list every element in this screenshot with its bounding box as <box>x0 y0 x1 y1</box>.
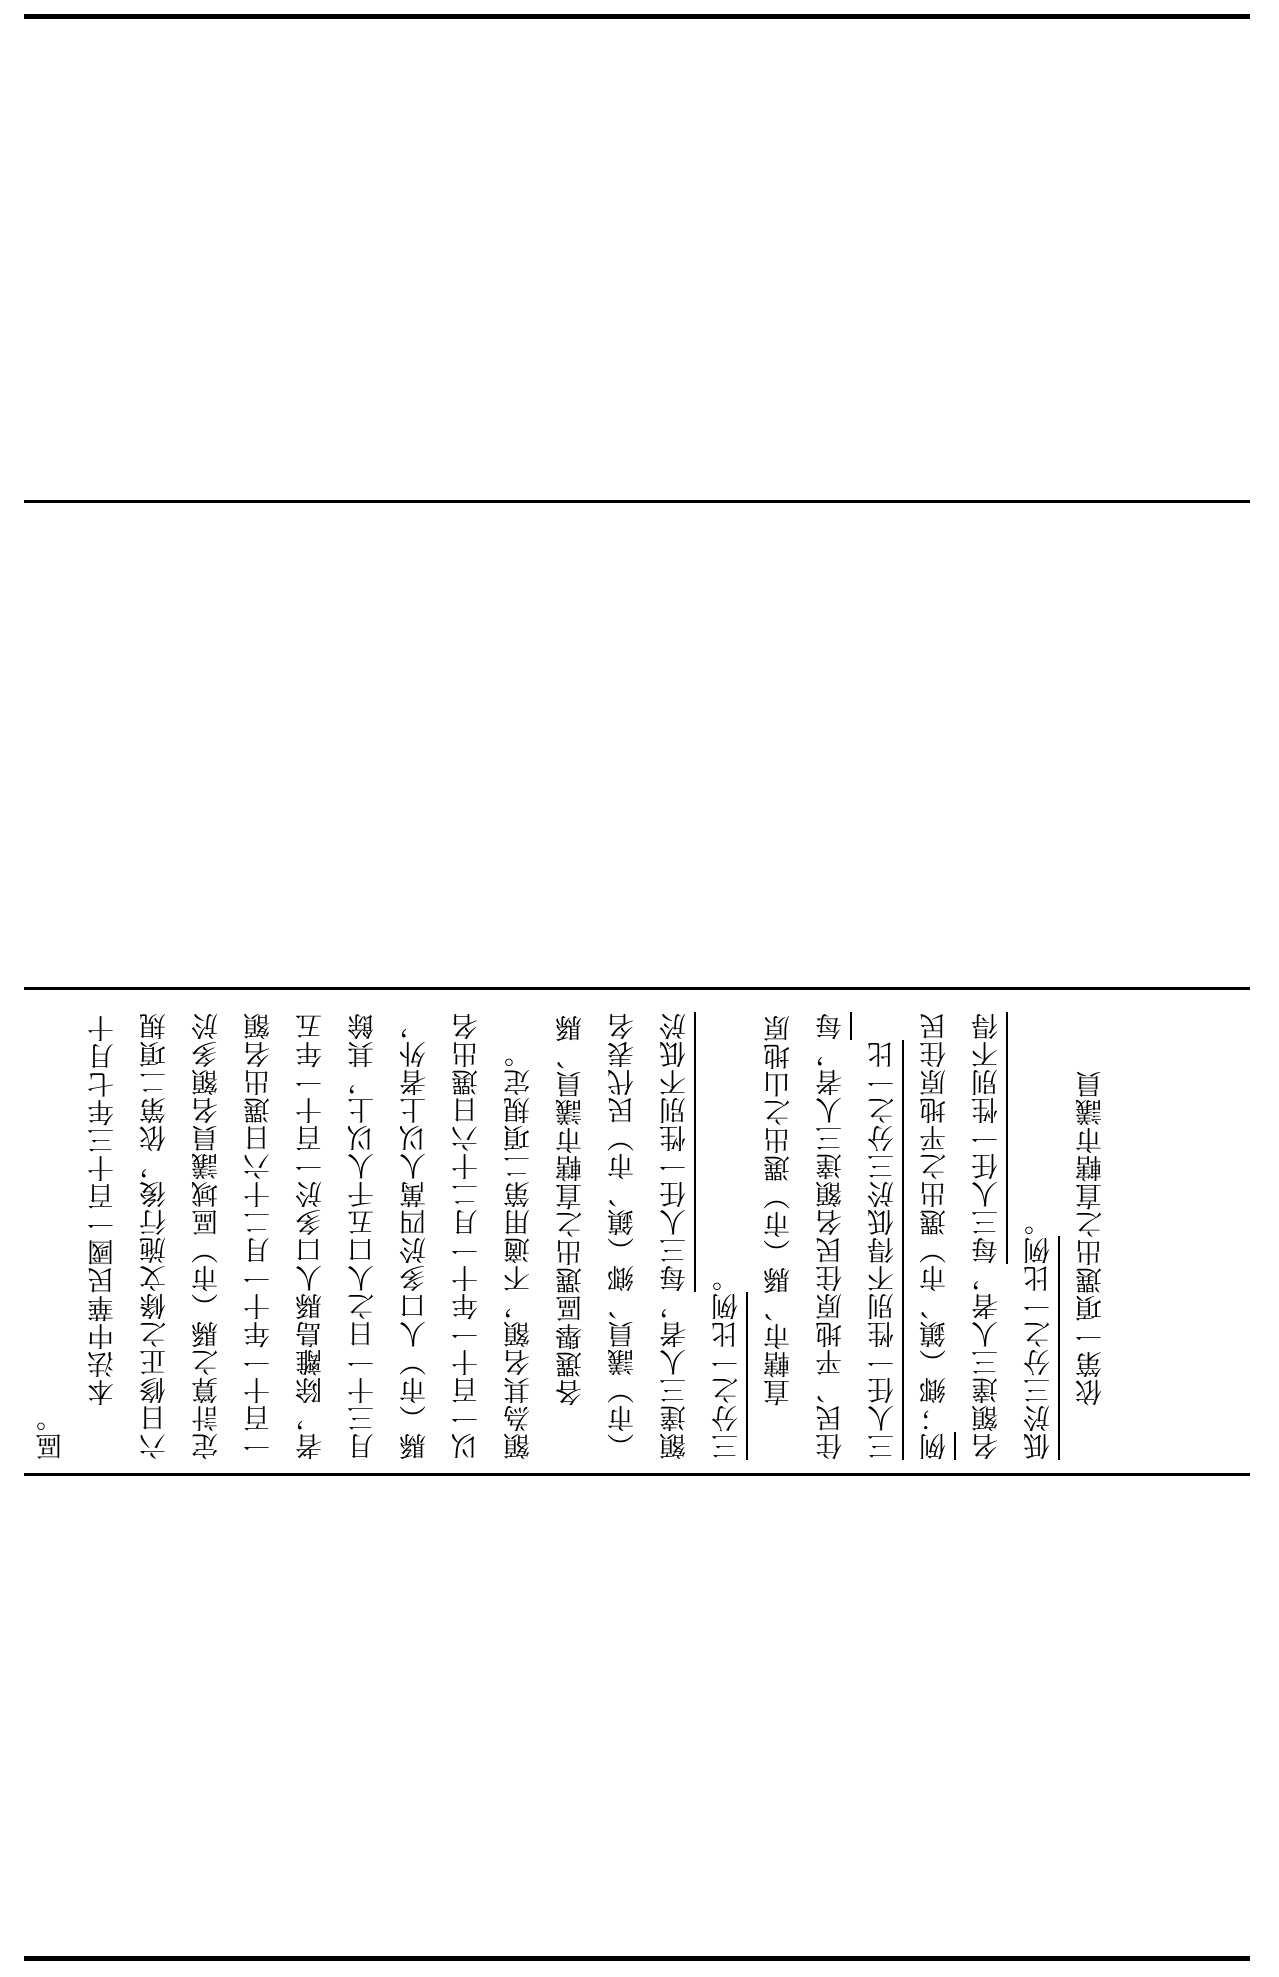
article-text-block <box>26 1000 1246 1460</box>
section-divider <box>24 1473 1250 1476</box>
paragraph-transition-clause: 本法中華民國一百十三年七月十六日修正之條文施行後，依第二項規定計算之縣（市）區域議員名額多於一百十一年十一月二十六日選出名額者，除離島縣人口多於一百十一年五月三十一日之人口五千人以上，其餘縣（市）人口多於四萬人以上者外，以一百十一年十一月二十六日選出名額為其名額，不適用第二項規定。 <box>88 1012 535 1460</box>
paragraph-gender-ratio-council: 各選舉區選出之直轄市議員、縣（市）議員、鄉（鎮、市）民代表名額達三人者，每三人任一性別不低於三分之一比例。 <box>556 1012 743 1460</box>
paragraph-gender-ratio-indigenous: 直轄市、縣（市）選出之山地原住民、平地原住民名額達三人者，每三人任一性別不得低於三分之一比例；鄉（鎮、市）選出之平地原住民名額達三人者，每三人任一性別不得低於三分之一比例。 <box>764 1012 1055 1460</box>
section-divider <box>24 987 1250 990</box>
paragraph-continuation: 依第一項選出之直轄市議員 <box>1076 1070 1107 1406</box>
section-divider <box>24 500 1250 503</box>
lead-fragment: 區。 <box>36 1404 67 1460</box>
top-rule <box>24 14 1250 19</box>
underlined-phrase: 每三人任一性別不得低於三分之一比例 <box>816 1012 951 1460</box>
bottom-rule <box>24 1956 1250 1961</box>
text-run: 各選舉區選出之直轄市議員、縣（市）議員、鄉（鎮、市）民代表名額達三人者， <box>556 1012 691 1460</box>
underlined-phrase: 每三人任一性別不低於三分之一比例 <box>660 1012 743 1460</box>
underlined-phrase: 每三人任一性別不得低於三分之一比例 <box>972 1012 1055 1460</box>
